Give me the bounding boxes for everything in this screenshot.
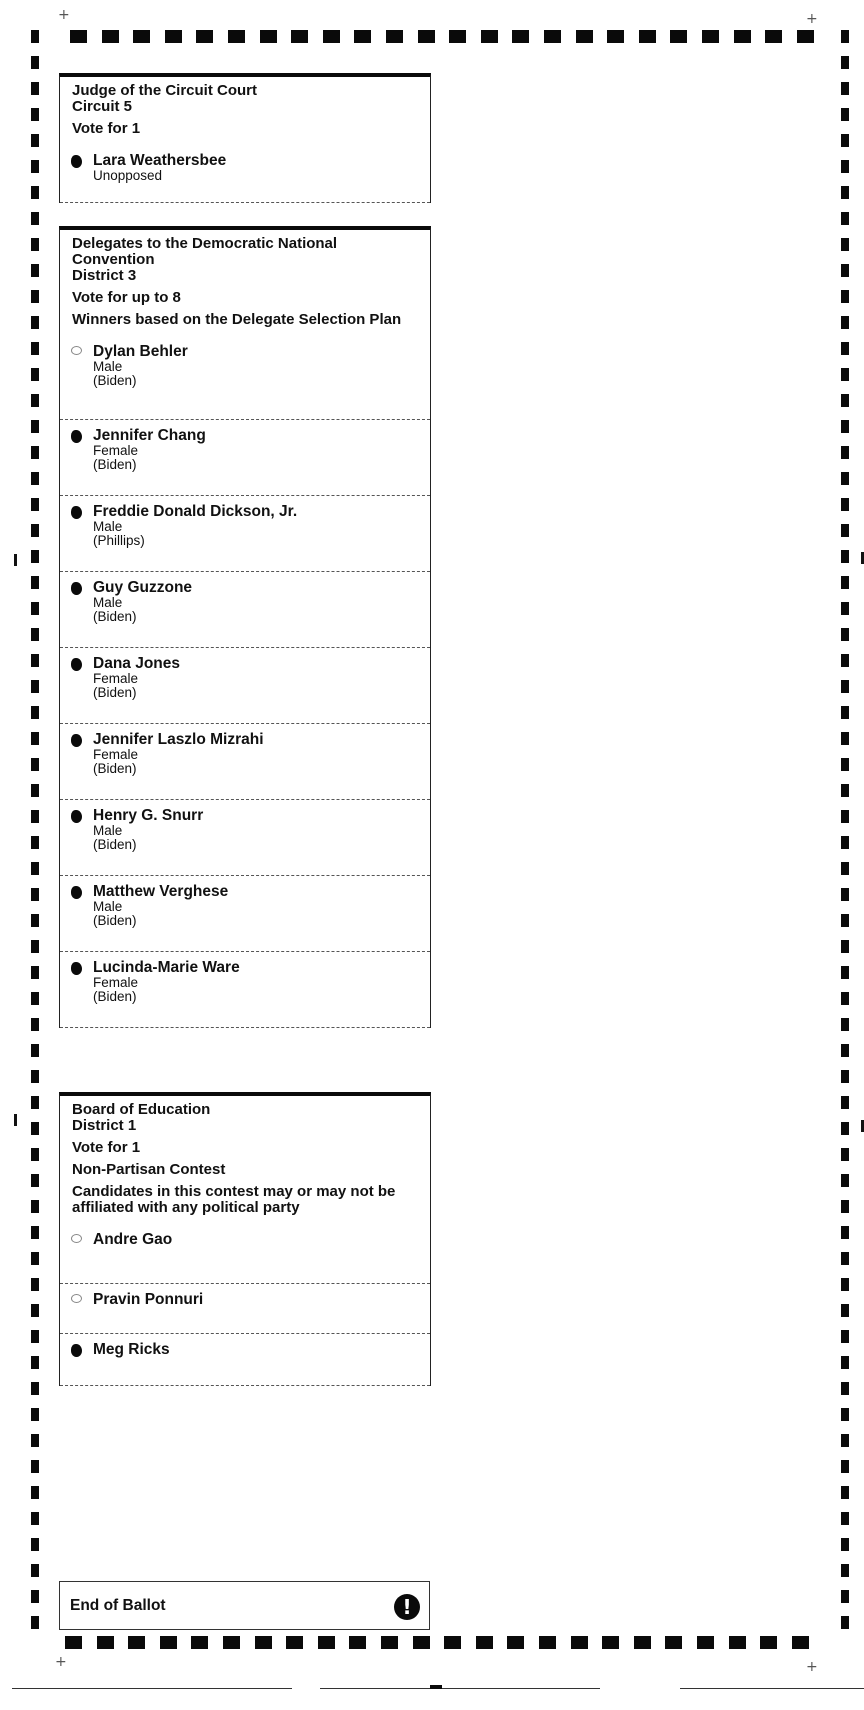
candidate-name: Pravin Ponnuri [93,1291,204,1308]
timing-mark [734,30,751,43]
timing-mark [31,758,39,771]
timing-mark [841,56,849,69]
timing-mark [841,1252,849,1265]
candidate-name: Meg Ricks [93,1341,170,1358]
candidate-option[interactable] [60,800,430,876]
timing-mark [31,940,39,953]
timing-mark [544,30,561,43]
timing-mark [841,1382,849,1395]
timing-mark [841,420,849,433]
candidate-option[interactable] [60,1284,430,1334]
timing-mark [31,654,39,667]
timing-mark [571,1636,588,1649]
timing-mark [191,1636,208,1649]
timing-mark [31,290,39,303]
timing-mark [841,966,849,979]
edge-tick [14,554,17,566]
timing-mark [841,654,849,667]
contest-header [60,230,430,328]
bottom-rule [12,1688,292,1689]
candidate-name: Lucinda-Marie Ware [93,959,240,976]
timing-mark [444,1636,461,1649]
timing-mark [31,498,39,511]
timing-mark [476,1636,493,1649]
timing-mark [31,1330,39,1343]
timing-mark [102,30,119,43]
timing-mark [841,576,849,589]
timing-mark [31,160,39,173]
timing-mark [539,1636,556,1649]
candidate-detail: Unopposed [93,168,163,183]
timing-mark [31,446,39,459]
empty-bubble-icon[interactable] [71,1234,82,1243]
timing-mark [841,732,849,745]
timing-mark [386,30,403,43]
timing-mark [31,1252,39,1265]
timing-mark [31,264,39,277]
timing-mark [31,680,39,693]
timing-mark [31,394,39,407]
candidate-option[interactable] [60,724,430,800]
timing-mark [841,108,849,121]
timing-mark [841,758,849,771]
filled-bubble-icon[interactable] [71,810,82,823]
filled-bubble-icon[interactable] [71,155,82,168]
timing-mark [729,1636,746,1649]
timing-mark [841,992,849,1005]
timing-mark [31,1122,39,1135]
filled-bubble-icon[interactable] [71,1344,82,1357]
timing-mark [841,680,849,693]
timing-mark [31,576,39,589]
contest [59,226,431,1028]
timing-mark [639,30,656,43]
timing-mark [65,1636,82,1649]
timing-mark [70,30,87,43]
timing-mark [31,108,39,121]
contest-title: Delegates to the Democratic National Convention [72,235,338,268]
timing-mark [31,706,39,719]
timing-mark [323,30,340,43]
timing-mark [792,1636,809,1649]
candidate-option[interactable] [60,153,430,203]
contest-note: Candidates in this contest may or may not be affiliated with any political party [72,1183,396,1216]
vote-for-instruction: Vote for up to 8 [72,289,181,306]
candidate-detail: Male [93,359,123,374]
filled-bubble-icon[interactable] [71,962,82,975]
timing-mark [760,1636,777,1649]
timing-mark [160,1636,177,1649]
timing-mark [196,30,213,43]
candidate-detail: Female [93,747,139,762]
timing-mark [413,1636,430,1649]
timing-mark [841,524,849,537]
candidate-option[interactable] [60,344,430,420]
timing-mark [841,498,849,511]
divider [60,202,430,203]
timing-mark [841,1564,849,1577]
filled-bubble-icon[interactable] [71,658,82,671]
timing-mark [31,862,39,875]
registration-mark-icon: + [55,1654,67,1670]
candidate-option[interactable] [60,420,430,496]
timing-mark [255,1636,272,1649]
bottom-tick [430,1685,442,1689]
candidate-name: Guy Guzzone [93,579,193,596]
timing-mark [841,1148,849,1161]
timing-mark [670,30,687,43]
timing-mark [697,1636,714,1649]
exclamation-circle-icon: ! [394,1594,420,1620]
timing-mark [841,1174,849,1187]
candidate-name: Henry G. Snurr [93,807,204,824]
timing-mark [841,1460,849,1473]
end-of-ballot-box [59,1581,430,1630]
timing-mark [31,1278,39,1291]
timing-mark [841,368,849,381]
timing-mark [841,290,849,303]
timing-mark [841,706,849,719]
timing-mark [349,1636,366,1649]
timing-mark [841,160,849,173]
timing-mark [31,836,39,849]
timing-mark [31,1564,39,1577]
candidate-option[interactable] [60,572,430,648]
timing-mark [31,888,39,901]
empty-bubble-icon[interactable] [71,1294,82,1303]
registration-mark-icon: + [58,7,70,23]
timing-mark [31,472,39,485]
timing-mark [31,1044,39,1057]
timing-mark [31,1512,39,1525]
timing-mark [31,1590,39,1603]
timing-mark [31,212,39,225]
candidate-detail: Male [93,595,123,610]
timing-mark [286,1636,303,1649]
timing-mark [841,1018,849,1031]
timing-mark [354,30,371,43]
timing-mark [481,30,498,43]
timing-mark [31,550,39,563]
timing-mark [31,1486,39,1499]
timing-mark [841,1486,849,1499]
timing-mark [97,1636,114,1649]
candidate-detail: (Biden) [93,685,137,700]
timing-mark [841,836,849,849]
candidate-detail: Female [93,975,139,990]
candidate-detail: (Biden) [93,373,137,388]
contest-title: Judge of the Circuit Court [72,82,257,99]
timing-mark [841,1330,849,1343]
timing-mark [31,524,39,537]
timing-mark [31,784,39,797]
candidate-option[interactable] [60,952,430,1028]
timing-mark [31,1538,39,1551]
candidate-detail: (Biden) [93,761,137,776]
timing-mark [31,602,39,615]
timing-mark [634,1636,651,1649]
candidate-option[interactable] [60,496,430,572]
contest-title: Board of Education [72,1101,211,1118]
candidate-name: Dylan Behler [93,343,188,360]
timing-mark [841,628,849,641]
filled-bubble-icon[interactable] [71,430,82,443]
timing-mark [841,394,849,407]
candidate-option[interactable] [60,1334,430,1386]
timing-mark [31,1070,39,1083]
divider [60,1027,430,1028]
contest [59,1092,431,1386]
timing-mark [841,264,849,277]
timing-mark [31,1148,39,1161]
timing-mark [31,134,39,147]
filled-bubble-icon[interactable] [71,506,82,519]
timing-mark [318,1636,335,1649]
timing-mark [31,420,39,433]
contest-note: Winners based on the Delegate Selection Plan [72,311,402,328]
timing-mark [576,30,593,43]
timing-mark [841,316,849,329]
candidate-detail: Female [93,671,139,686]
timing-mark [841,602,849,615]
timing-mark [31,56,39,69]
timing-mark [841,186,849,199]
timing-mark [31,238,39,251]
timing-mark [841,784,849,797]
timing-mark [765,30,782,43]
timing-mark [841,1226,849,1239]
contest-header [60,77,430,137]
timing-mark [841,1122,849,1135]
empty-bubble-icon[interactable] [71,346,82,355]
bottom-rule [680,1688,864,1689]
timing-mark [841,1538,849,1551]
candidate-option[interactable] [60,648,430,724]
timing-mark [841,1070,849,1083]
timing-mark [31,368,39,381]
contest-district: District 3 [72,267,137,284]
timing-mark [507,1636,524,1649]
timing-mark [31,914,39,927]
timing-mark [841,1096,849,1109]
registration-mark-icon: + [806,11,818,27]
candidate-detail: Female [93,443,139,458]
timing-mark [31,1434,39,1447]
timing-mark [31,1174,39,1187]
vote-for-instruction: Vote for 1 [72,120,141,137]
timing-mark [841,1044,849,1057]
timing-mark [841,1200,849,1213]
timing-mark [841,134,849,147]
timing-mark [31,82,39,95]
candidate-name: Matthew Verghese [93,883,229,900]
timing-mark [841,446,849,459]
timing-mark [841,888,849,901]
timing-mark [31,628,39,641]
candidate-name: Freddie Donald Dickson, Jr. [93,503,298,520]
timing-mark [31,1096,39,1109]
timing-mark [841,82,849,95]
timing-mark [31,186,39,199]
edge-tick [14,1114,17,1126]
timing-mark [512,30,529,43]
candidate-name: Lara Weathersbee [93,152,227,169]
timing-mark [260,30,277,43]
timing-mark [797,30,814,43]
timing-mark [31,342,39,355]
timing-mark [31,1018,39,1031]
candidate-detail: (Biden) [93,913,137,928]
timing-mark [31,992,39,1005]
timing-mark [31,1408,39,1421]
timing-mark [702,30,719,43]
contest-header [60,1096,430,1216]
timing-mark [31,966,39,979]
timing-mark [31,30,39,43]
timing-mark [607,30,624,43]
timing-mark [31,732,39,745]
candidate-name: Andre Gao [93,1231,173,1248]
timing-mark [133,30,150,43]
timing-mark [31,1460,39,1473]
timing-mark [841,1408,849,1421]
timing-mark [291,30,308,43]
end-of-ballot-label: End of Ballot [70,1597,166,1614]
candidate-detail: (Phillips) [93,533,145,548]
timing-mark [841,1434,849,1447]
timing-mark [31,1616,39,1629]
candidate-detail: Male [93,899,123,914]
timing-mark [841,1304,849,1317]
timing-mark [31,1226,39,1239]
candidate-name: Dana Jones [93,655,181,672]
candidate-name: Jennifer Chang [93,427,206,444]
divider [60,1385,430,1386]
timing-mark [31,1382,39,1395]
timing-mark [841,212,849,225]
contest-district: District 1 [72,1117,137,1134]
timing-mark [841,342,849,355]
timing-mark [841,238,849,251]
timing-mark [841,1616,849,1629]
timing-mark [841,1512,849,1525]
filled-bubble-icon[interactable] [71,734,82,747]
candidate-detail: Male [93,823,123,838]
registration-mark-icon: + [806,1659,818,1675]
candidate-detail: (Biden) [93,609,137,624]
timing-mark [31,810,39,823]
timing-mark [418,30,435,43]
timing-mark [602,1636,619,1649]
candidate-detail: (Biden) [93,989,137,1004]
timing-mark [381,1636,398,1649]
candidate-detail: (Biden) [93,837,137,852]
candidate-name: Jennifer Laszlo Mizrahi [93,731,264,748]
timing-mark [31,1304,39,1317]
filled-bubble-icon[interactable] [71,886,82,899]
timing-mark [841,30,849,43]
timing-mark [841,1356,849,1369]
filled-bubble-icon[interactable] [71,582,82,595]
timing-mark [841,1590,849,1603]
timing-mark [31,1356,39,1369]
candidate-detail: Male [93,519,123,534]
candidate-option[interactable] [60,876,430,952]
timing-mark [449,30,466,43]
contest-note: Non-Partisan Contest [72,1161,226,1178]
candidate-detail: (Biden) [93,457,137,472]
timing-mark [165,30,182,43]
timing-mark [31,1200,39,1213]
timing-mark [841,862,849,875]
timing-mark [228,30,245,43]
contest-district: Circuit 5 [72,98,133,115]
contest [59,73,431,203]
timing-mark [841,810,849,823]
timing-mark [841,550,849,563]
timing-mark [841,940,849,953]
vote-for-instruction: Vote for 1 [72,1139,141,1156]
bottom-rule [320,1688,600,1689]
timing-mark [31,316,39,329]
timing-mark [841,1278,849,1291]
timing-mark [128,1636,145,1649]
timing-mark [841,472,849,485]
candidate-option[interactable] [60,1232,430,1284]
timing-mark [223,1636,240,1649]
timing-mark [665,1636,682,1649]
timing-mark [841,914,849,927]
